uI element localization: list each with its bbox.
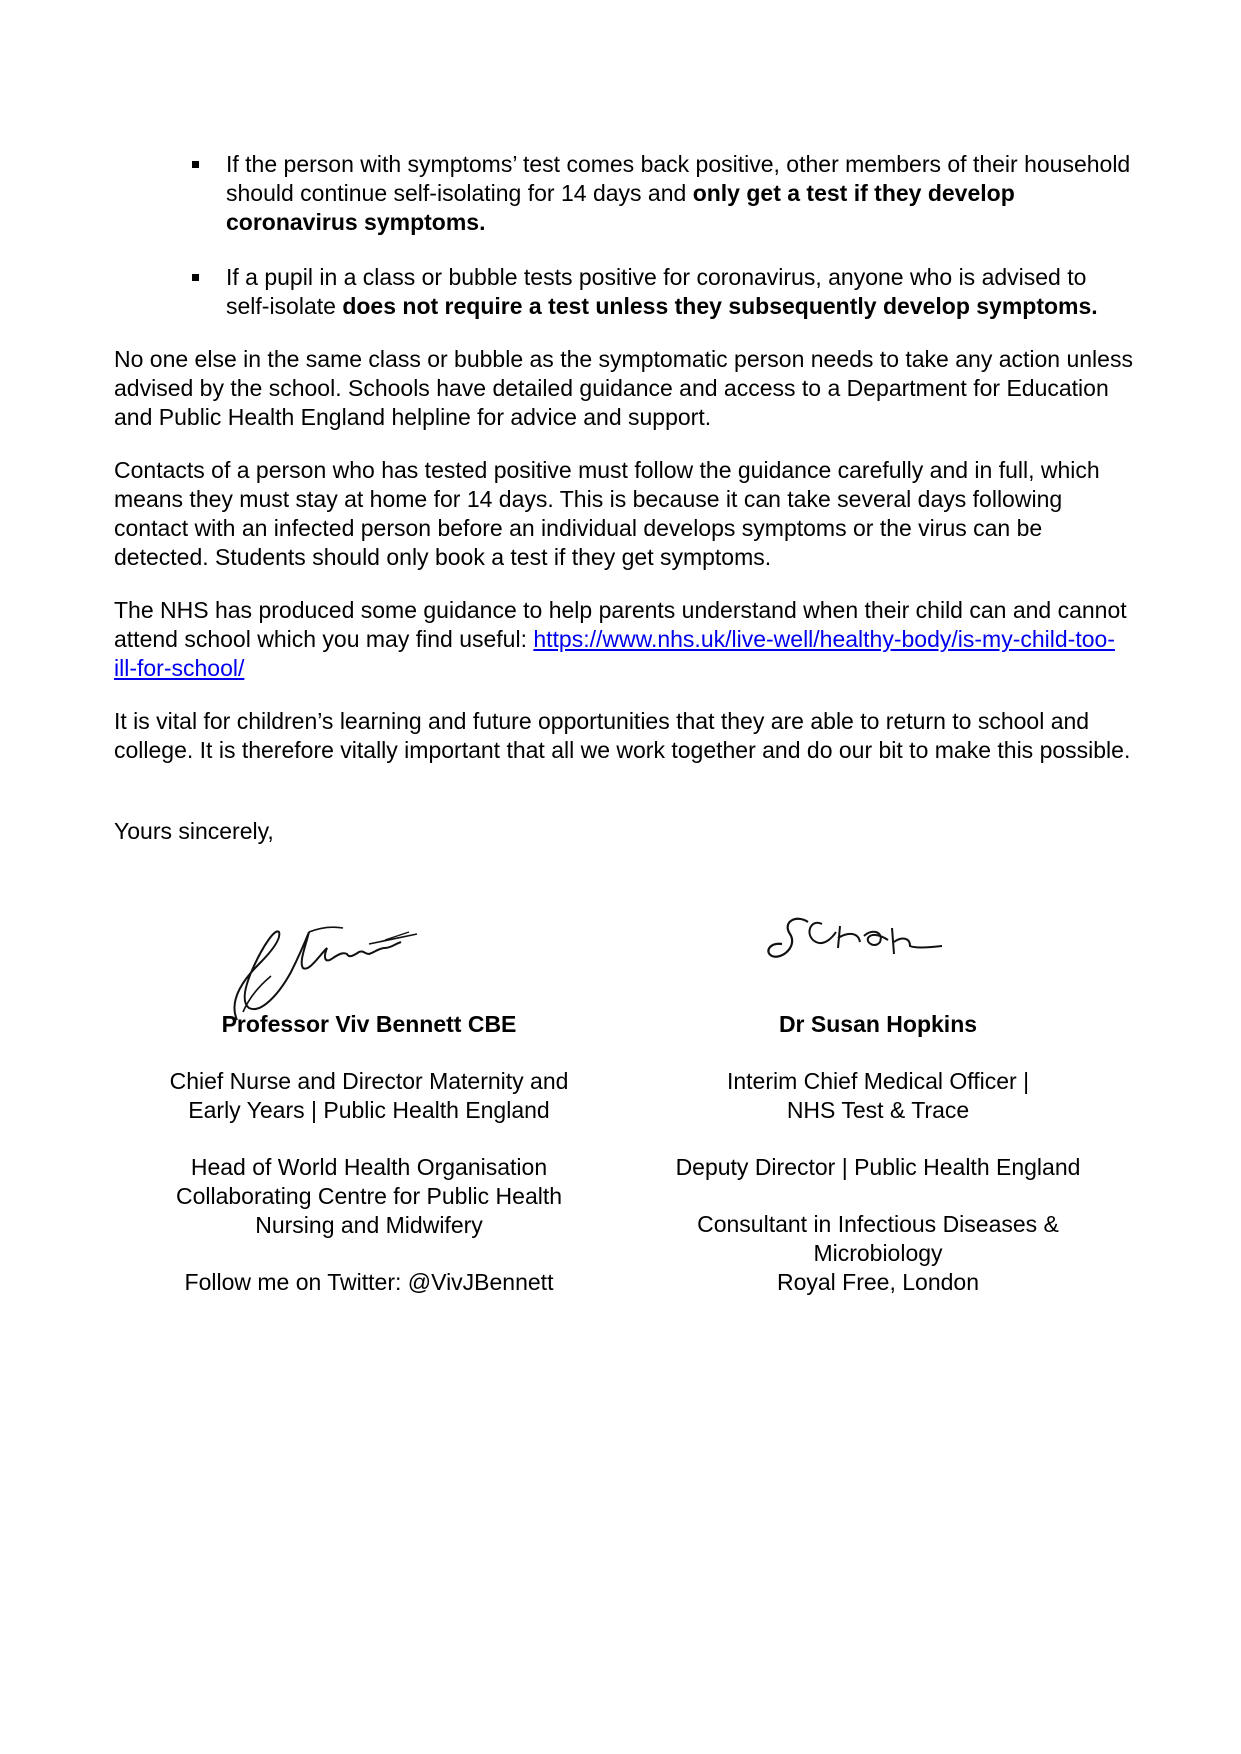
role-line: Interim Chief Medical Officer | (726, 1068, 1030, 1094)
paragraph-class-bubble: No one else in the same class or bubble as the symptomatic person needs to take any action unless advised by the school. Schools have detailed guidance and access to a Department for Education and Public Health England helpline for advice and support. (114, 346, 1133, 430)
paragraph-contacts: Contacts of a person who has tested positive must follow the guidance carefully and in full, which means they must stay at home for 14 days. This is because it can take several days following contact with an infected person before an individual develops symptoms or the virus can be detected. Students should only book a test if they get symptoms. (114, 457, 1100, 570)
bullet-plain-text: If a pupil in a class or bubble tests positive for coronavirus, anyone who is advised to self-isolate (226, 264, 1087, 319)
bullet-plain-text: If the person with symptoms’ test comes back positive, other members of their household should continue self-isolating for 14 days and (226, 151, 1131, 206)
signature-bennett (219, 902, 429, 1027)
signatory-role (139, 1153, 599, 1240)
paragraph-nhs-guidance (114, 596, 1134, 683)
signature-hopkins (748, 902, 998, 982)
list-item (114, 263, 1134, 321)
role-line: NHS Test & Trace (786, 1097, 970, 1123)
signatory-name: Dr Susan Hopkins (778, 1011, 978, 1037)
bullet-bold-text: only get a test if they develop coronavirus symptoms. (226, 180, 1015, 235)
signatory-twitter (139, 1268, 599, 1297)
signatory-role (139, 1067, 599, 1125)
nhs-guidance-link[interactable]: https://www.nhs.uk/live-well/healthy-body/is-my-child-too-ill-for-school/ (114, 626, 1115, 681)
role-line: Deputy Director | Public Health England (675, 1154, 1081, 1180)
role-line: Microbiology (813, 1240, 943, 1266)
role-line: Head of World Health Organisation (190, 1154, 548, 1180)
role-line: Early Years | Public Health England (188, 1097, 550, 1123)
letter-body (114, 150, 1134, 870)
bullet-text (226, 263, 1134, 321)
closing-salutation: Yours sincerely, (114, 818, 274, 844)
role-line: Consultant in Infectious Diseases & (697, 1211, 1059, 1237)
square-bullet-icon (192, 161, 199, 168)
signatory-hopkins (648, 1010, 1108, 1325)
bullet-list (114, 150, 1134, 321)
signatory-name: Professor Viv Bennett CBE (221, 1011, 517, 1037)
signatory-role (648, 1210, 1108, 1297)
signatory-bennett (139, 1010, 599, 1325)
nhs-guidance-text: The NHS has produced some guidance to help parents understand when their child can and cannot attend school which you may find useful: (114, 597, 1127, 652)
role-line: Collaborating Centre for Public Health (175, 1183, 563, 1209)
list-item (114, 150, 1134, 237)
role-line: Nursing and Midwifery (255, 1212, 483, 1238)
square-bullet-icon (192, 274, 199, 281)
role-line: Chief Nurse and Director Maternity and (169, 1068, 569, 1094)
role-line: Follow me on Twitter: @VivJBennett (184, 1269, 554, 1295)
signatory-role (648, 1067, 1108, 1125)
bullet-bold-text: does not require a test unless they subsequently develop symptoms. (342, 293, 1098, 319)
role-line: Royal Free, London (776, 1269, 979, 1295)
signatory-role (648, 1153, 1108, 1182)
bullet-text (226, 150, 1134, 237)
paragraph-vital-learning: It is vital for children’s learning and future opportunities that they are able to return to school and college. It is therefore vitally important that all we work together and do our bit to make this possible. (114, 708, 1131, 763)
